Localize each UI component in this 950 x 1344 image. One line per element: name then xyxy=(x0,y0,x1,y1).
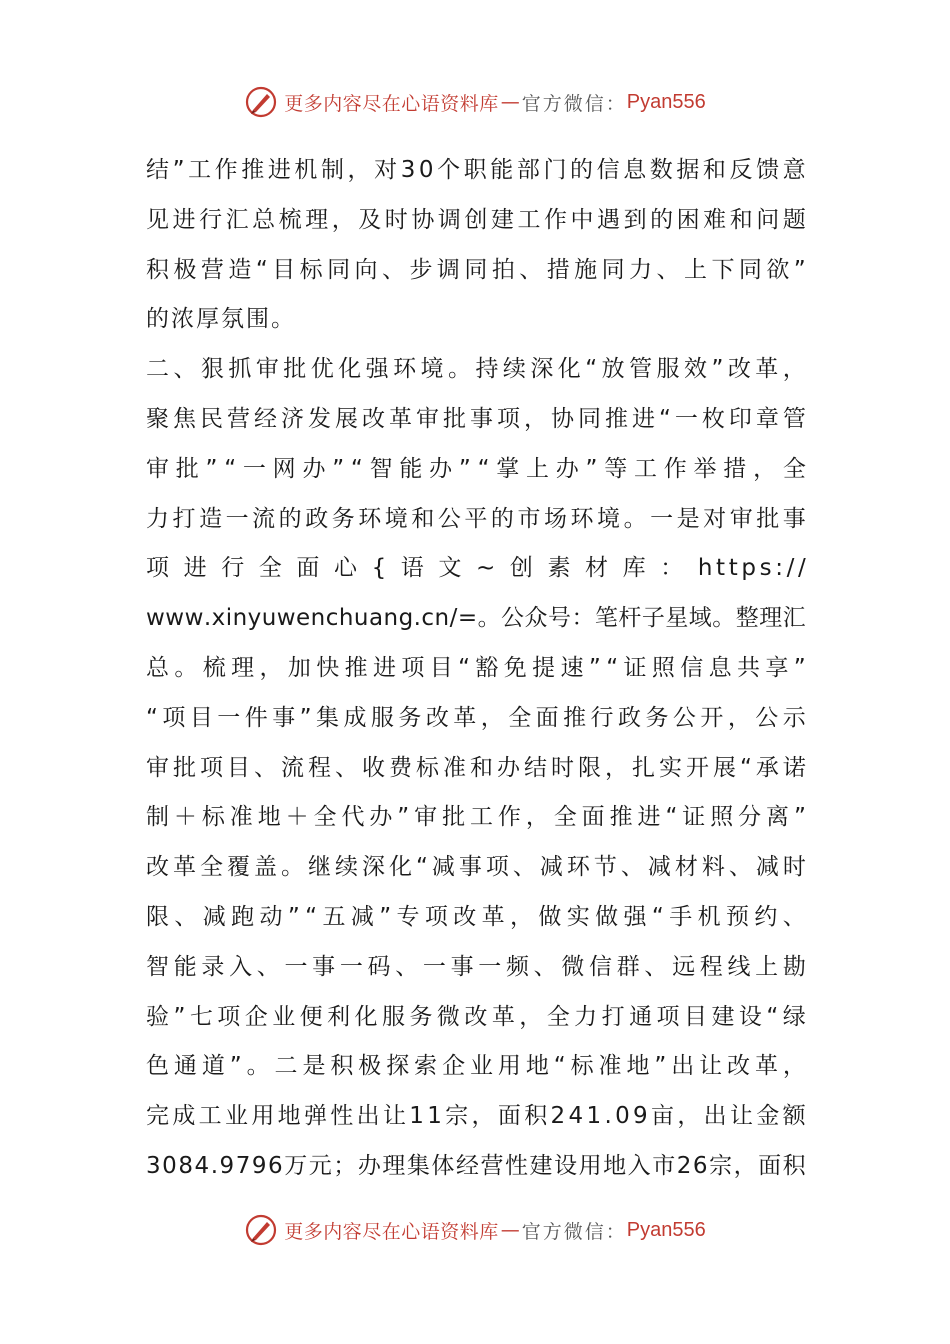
text-line: 制 ＋ 标 准 地 ＋ 全 代 办 ” 审 批 工 作 ， 全 面 推 进 “ 证 照 分 离 ” xyxy=(146,804,806,831)
document-body xyxy=(146,146,806,1192)
footer-separator: — xyxy=(500,1219,520,1241)
footer-banner xyxy=(0,1212,950,1248)
text-line: 结 ” 工 作 推 进 机 制 ， 对 3 0 个 职 能 部 门 的 信 息 数 据 和 反 馈 意 xyxy=(146,157,806,183)
text-line: w w w . x i n y u w e n c h u a n g . c n / = 。 公 众 号 ： 笔 杆 子 星 域 。 整 理 汇 xyxy=(146,605,806,632)
text-line: 限 、 减 跑 动 ” “ 五 减 ” 专 项 改 革 ， 做 实 做 强 “ 手 机 预 约 、 xyxy=(146,903,806,930)
text-line: 的浓厚氛围。 xyxy=(146,306,296,333)
text-line: “ 项 目 一 件 事 ” 集 成 服 务 改 革 ， 全 面 推 行 政 务 公 开 ， 公 示 xyxy=(146,704,806,731)
text-line: 验 ” 七 项 企 业 便 利 化 服 务 微 改 革 ， 全 力 打 通 项 目 建 设 “ 绿 xyxy=(146,1003,806,1030)
footer-contact-label: 官方微信： xyxy=(521,1220,627,1243)
text-line: 审 批 项 目 、 流 程 、 收 费 标 准 和 办 结 时 限 ， 扎 实 开 展 “ 承 诺 xyxy=(146,754,806,781)
header-contact-id: Pyan556 xyxy=(626,90,706,113)
text-line: 项 进 行 全 面 心 { 语 文 ~ 创 素 材 库 ： h t t p s : / / xyxy=(146,555,806,582)
text-line: 见 进 行 汇 总 梳 理 ， 及 时 协 调 创 建 工 作 中 遇 到 的 困 难 和 问 题 xyxy=(146,206,806,233)
text-line: 改 革 全 覆 盖 。 继 续 深 化 “ 减 事 项 、 减 环 节 、 减 材 料 、 减 时 xyxy=(146,854,806,881)
pen-logo-icon xyxy=(244,1213,278,1247)
text-line: 完 成 工 业 用 地 弹 性 出 让 1 1 宗 ， 面 积 2 4 1 . 0 9 亩 ， 出 让 金 额 xyxy=(146,1103,806,1130)
text-line: 审 批 ” “ 一 网 办 ” “ 智 能 办 ” “ 掌 上 办 ” 等 工 作 举 措 ， 全 xyxy=(146,455,806,482)
footer-contact-id: Pyan556 xyxy=(626,1218,706,1241)
header-banner xyxy=(0,84,950,120)
header-contact-label: 官方微信： xyxy=(521,92,627,115)
text-line: 力 打 造 一 流 的 政 务 环 境 和 公 平 的 市 场 环 境 。 一 是 对 审 批 事 xyxy=(146,505,806,532)
text-line: 总 。 梳 理 ， 加 快 推 进 项 目 “ 豁 免 提 速 ” “ 证 照 信 息 共 享 ” xyxy=(146,654,806,681)
text-line: 3 0 8 4 . 9 7 9 6 万 元 ； 办 理 集 体 经 营 性 建 设 用 地 入 市 2 6 宗 ， 面 积 xyxy=(146,1152,806,1179)
pen-logo-icon xyxy=(244,85,278,119)
header-brand: 更多内容尽在心语资料库 xyxy=(284,92,499,115)
text-line: 色 通 道 ” 。 二 是 积 极 探 索 企 业 用 地 “ 标 准 地 ” 出 让 改 革 ， xyxy=(146,1053,806,1080)
text-line: 聚 焦 民 营 经 济 发 展 改 革 审 批 事 项 ， 协 同 推 进 “ 一 枚 印 章 管 xyxy=(146,405,806,432)
text-line: 积 极 营 造 “ 目 标 同 向 、 步 调 同 拍 、 措 施 同 力 、 上 下 同 欲 ” xyxy=(146,256,806,283)
text-line: 二 、 狠 抓 审 批 优 化 强 环 境 。 持 续 深 化 “ 放 管 服 效 ” 改 革 ， xyxy=(146,356,806,383)
text-line: 智 能 录 入 、 一 事 一 码 、 一 事 一 频 、 微 信 群 、 远 程 线 上 勘 xyxy=(146,953,806,980)
header-separator: — xyxy=(500,91,520,113)
footer-brand: 更多内容尽在心语资料库 xyxy=(284,1220,499,1243)
